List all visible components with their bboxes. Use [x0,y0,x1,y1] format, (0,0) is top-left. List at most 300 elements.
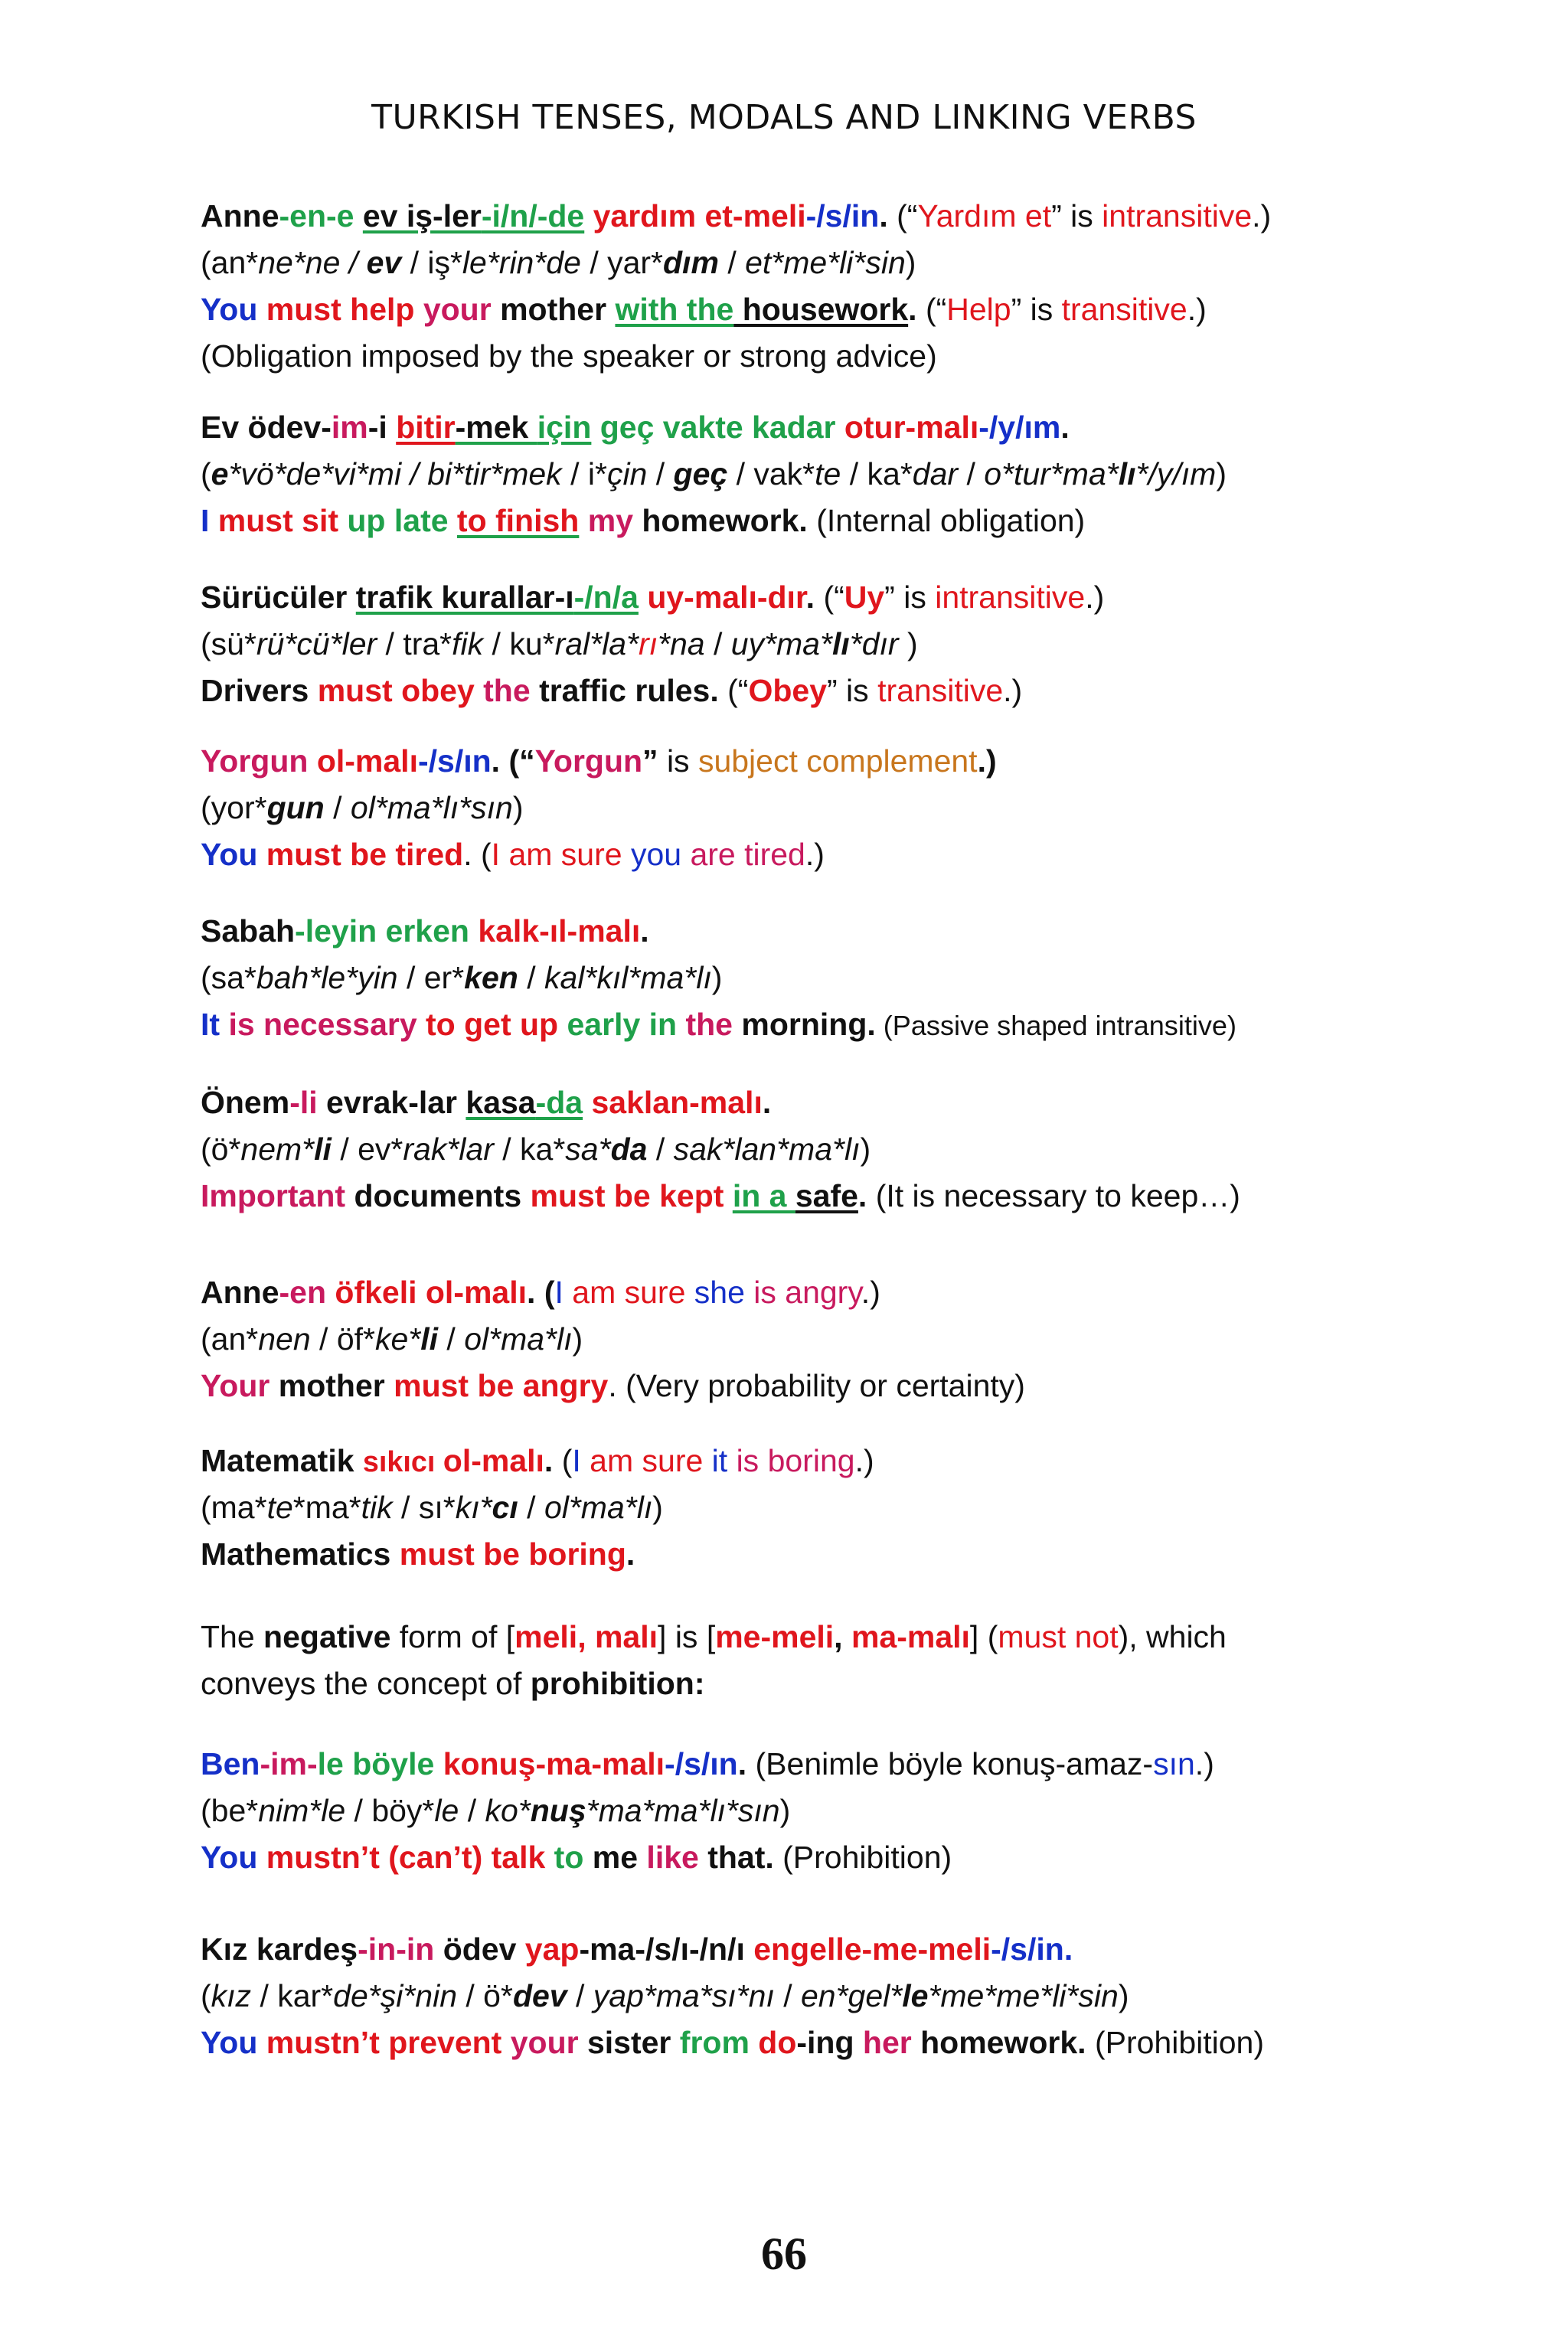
text-run: with the [615,292,734,327]
text-run: is boring [736,1443,855,1478]
text-run: ) [652,1490,663,1525]
text-run: nim*le [258,1793,346,1828]
text-run: me-meli [715,1619,835,1654]
example-7-line-2 [201,1321,583,1357]
text-run: -mek [455,410,537,445]
text-run: (Passive shaped intransitive) [875,1010,1237,1041]
text-run: *na [658,626,705,661]
text-run: (Obligation imposed by the speaker or strong advice) [201,338,937,374]
text-run: / vak* [727,456,815,491]
text-run: rı [638,626,658,661]
text-run: *ma* [292,1490,361,1525]
example-6-line-1 [201,1087,771,1118]
example-9-line-2 [201,1668,704,1700]
text-run: evrak-lar [326,1085,466,1120]
text-run: li [314,1131,332,1167]
text-run: le [902,1978,929,2013]
text-run: ) [860,1131,871,1167]
example-4-line-3 [201,839,825,870]
text-run: I [554,1275,573,1310]
text-run: homework. [642,503,808,538]
text-run: et*me*li*sin [745,245,906,280]
text-run: -/y/ım [978,410,1061,445]
text-run: / tra* [377,626,452,661]
example-10-line-1 [201,1746,1214,1781]
text-run: ke* [374,1321,421,1357]
text-run: to finish [456,503,580,538]
text-run: dev [512,1978,567,2013]
text-run: öfkeli [335,1275,426,1310]
example-1-line-3 [201,294,1207,325]
text-run: / ö* [457,1978,513,2013]
page-title: TURKISH TENSES, MODALS AND LINKING VERBS [371,98,1197,137]
text-run: yardım et-meli [584,198,806,233]
text-run: must help [266,292,423,327]
text-run: ma-malı [851,1619,970,1654]
text-run: I [572,1443,590,1478]
text-run: dım [663,245,719,280]
text-run: . ( [527,1275,555,1310]
text-run: -en [279,1275,335,1310]
example-11-line-2 [201,1980,1129,2012]
text-run: saklan-malı [583,1085,763,1120]
text-run: im [331,410,368,445]
text-run: housework [733,292,909,327]
text-run: mother [500,292,616,327]
text-run: geç vakte kadar [591,410,844,445]
example-8-line-1 [201,1445,874,1477]
example-8-line-3 [201,1536,635,1572]
text-run: ) [711,960,723,995]
text-run: (“ [815,580,844,615]
text-run: must obey [317,673,484,708]
text-run: (Prohibition) [773,1840,952,1875]
text-run: ne [258,245,293,280]
text-run: lı [831,626,850,661]
text-run: -i/n/-de [481,198,585,233]
text-run: You [201,292,266,327]
text-run: your [510,2025,587,2060]
text-run: (sü* [201,626,256,661]
text-run: yap*ma* [593,1978,712,2013]
text-run: rü*cü*ler [256,626,377,661]
text-run: / er* [397,960,465,995]
text-run: . [544,1443,554,1478]
text-run: böyle [352,1746,443,1781]
text-run: ) [512,790,524,825]
text-run: sa* [565,1131,611,1167]
text-run: nuş [530,1793,586,1828]
text-run: . [640,913,649,949]
text-run: ” is [1051,198,1102,233]
text-run: Uy [844,580,885,615]
text-run: to [554,1840,593,1875]
example-2-line-1 [201,412,1070,443]
text-run: *vö*de*vi*mi / bi*tir*mek [228,456,562,491]
text-run: (Internal obligation) [807,503,1086,538]
text-run: Yorgun [534,743,643,779]
text-run: .) [1085,580,1105,615]
text-run: subject complement [697,743,978,779]
text-run: . [762,1085,772,1120]
text-run: you [630,837,691,872]
text-run: -/s/ın [665,1746,738,1781]
text-run: ko* [485,1793,531,1828]
text-run: ral*la* [554,626,639,661]
text-run: documents [354,1178,531,1213]
text-run: ” is [1011,292,1062,327]
text-run: / ka* [841,456,913,491]
text-run: ] ( [969,1619,998,1654]
text-run: / iş* [401,245,462,280]
text-run: */y/ım [1135,456,1217,491]
text-run: nen [258,1321,311,1357]
text-run: / kar* [251,1978,334,2013]
text-run: -/s/ın [417,743,492,779]
text-run: must be boring [399,1536,626,1572]
text-run: konuş-ma-malı [443,1746,665,1781]
text-run: homework. [920,2025,1086,2060]
text-run: / öf* [310,1321,375,1357]
text-run: in a [732,1178,795,1213]
text-run: için [537,410,592,445]
text-run: It [201,1007,229,1042]
example-5-line-1 [201,913,649,949]
text-run: Matematik [201,1443,363,1478]
text-run: .) [861,1275,880,1310]
text-run: ken [464,960,518,995]
text-run: Sabah [201,913,296,949]
text-run: Yorgun [201,743,317,779]
text-run: engelle-me-meli [753,1931,991,1967]
text-run: uy*ma* [730,626,832,661]
example-3-line-2 [201,626,918,661]
text-run: / i* [561,456,607,491]
text-run: da [610,1131,648,1167]
example-2-line-2 [201,456,1227,491]
text-run: must sit [217,503,348,538]
text-run: I am sure [491,837,631,872]
text-run: intransitive [935,580,1086,615]
text-run: / sı* [392,1490,456,1525]
text-run: ] is [ [658,1619,716,1654]
text-run: cı [492,1490,518,1525]
text-run: . [879,198,888,233]
example-7-line-3 [201,1370,1025,1402]
text-run: the [483,673,540,708]
text-run: negative [263,1619,391,1654]
text-run: is necessary [228,1007,426,1042]
text-run: sister [586,2025,680,2060]
text-run: tik [361,1490,393,1525]
text-run: / [647,1131,674,1167]
example-3-line-1 [201,582,1104,613]
text-run: Sürücüler [201,580,356,615]
text-run: is [658,743,698,779]
text-run: Önem [201,1085,290,1120]
text-run: ol-malı [425,1275,528,1310]
text-run: am sure [590,1443,712,1478]
text-run: / ku* [483,626,555,661]
text-run: mother [278,1368,394,1403]
text-run: te [815,456,841,491]
text-run: kız [211,1978,252,2013]
text-run: that. [707,1840,774,1875]
text-run: mustn’t prevent [266,2025,511,2060]
text-run: ) [779,1793,791,1828]
text-run: . [491,743,501,779]
text-run: lı [1118,456,1136,491]
example-1-line-1 [201,198,1272,233]
text-run: de*şi*nin [333,1978,457,2013]
text-run: safe [795,1178,858,1213]
text-run: -/s/in [805,198,880,233]
text-run: must be angry [394,1368,609,1403]
text-run: e [211,456,229,491]
text-run: / [324,790,351,825]
text-run: -ing [796,2025,863,2060]
text-run: I [201,503,218,538]
text-run: le [317,1746,353,1781]
text-run: (an* [201,1321,259,1357]
text-run: nem* [240,1131,315,1167]
text-run: .) [1003,673,1023,708]
text-run: she [694,1275,754,1310]
text-run: must not [998,1619,1119,1654]
text-run: (yor* [201,790,267,825]
text-run: ) [898,626,918,661]
text-run: ( [553,1443,573,1478]
text-run: am sure [572,1275,694,1310]
text-run: / [518,1490,544,1525]
text-run: meli, malı [514,1619,658,1654]
text-run: .) [805,837,825,872]
text-run: / ka* [493,1131,566,1167]
text-run: le [434,1793,459,1828]
text-run: mustn’t (can’t) talk [266,1840,554,1875]
text-run: le*rin*de [462,245,581,280]
text-run: ) [1118,1978,1129,2013]
text-run: ” is [884,580,936,615]
text-run: ol-malı [316,743,418,779]
text-run: -/s/in. [991,1931,1073,1967]
text-run: prohibition: [530,1666,705,1701]
text-run: / [704,626,731,661]
text-run: ) [1216,456,1227,491]
page-number: 66 [761,2229,807,2279]
text-run: (be* [201,1793,259,1828]
text-run: -im- [260,1746,318,1781]
text-run: o*tur*ma* [984,456,1119,491]
text-run: ( [201,1978,211,2013]
text-run: -en-e [279,198,363,233]
text-run: is angry [753,1275,861,1310]
text-run: .) [1194,1746,1214,1781]
text-run: en*gel* [801,1978,903,2013]
text-run: morning. [741,1007,876,1042]
text-run: early in [567,1007,686,1042]
example-3-line-3 [201,675,1022,707]
text-run: dar [912,456,959,491]
text-run: conveys the concept of [201,1666,531,1701]
text-run: (It is necessary to keep…) [867,1178,1240,1213]
text-run: (“ [500,743,535,779]
example-11-line-1 [201,1931,1073,1967]
text-run: Anne [201,198,279,233]
text-run: geç [673,456,728,491]
text-run: my [579,503,642,538]
text-run: . ( [463,837,492,872]
example-10-line-2 [201,1795,790,1827]
text-run: / [438,1321,465,1357]
text-run: traffic rules. [539,673,719,708]
text-run: (Prohibition) [1086,2025,1264,2060]
text-run: are tired [690,837,805,872]
text-run: , [834,1619,851,1654]
text-run: Drivers [201,673,318,708]
text-run: . [805,580,815,615]
text-run: (ö* [201,1131,241,1167]
text-run: bah*le*yin [256,960,398,995]
text-run: ödev [443,1931,525,1967]
text-run: rak*lar [403,1131,494,1167]
example-7-line-1 [201,1277,880,1308]
text-run: .) [1187,292,1207,327]
text-run: ) [905,245,916,280]
text-run: *ne / [292,245,367,280]
text-run: fik [452,626,484,661]
text-run: *dır [849,626,899,661]
text-run: (sa* [201,960,256,995]
text-run: intransitive [1102,198,1253,233]
text-run: . [1060,410,1070,445]
text-run: kalk-ıl-malı [478,913,641,949]
text-run: -ma-/s/ı-/n/ı [579,1931,754,1967]
text-run: (an* [201,245,259,280]
text-run: ) [572,1321,583,1357]
text-run: / [958,456,985,491]
text-run: the [685,1007,742,1042]
text-run: me [592,1840,647,1875]
text-run: form of [ [390,1619,515,1654]
text-run: ( [201,456,211,491]
text-run: li [420,1321,439,1357]
text-run: transitive [877,673,1004,708]
text-run: her [862,2025,921,2060]
example-4-line-2 [201,792,524,824]
text-run: -leyin erken [295,913,479,949]
text-run: kasa [466,1085,536,1120]
text-run: Mathematics [201,1536,400,1572]
example-2-line-3 [201,505,1085,537]
text-run: . [626,1536,635,1572]
text-run: ” is [827,673,878,708]
text-run: up late [347,503,457,538]
text-run: The [201,1619,264,1654]
text-run: *ma*ma*lı*sın [586,1793,780,1828]
text-run: te [266,1490,293,1525]
example-11-line-3 [201,2027,1264,2059]
text-run: Ben [201,1746,260,1781]
text-run: kal*kıl*ma*lı [544,960,712,995]
text-run: (“ [718,673,749,708]
text-run: Kız kardeş [201,1931,358,1967]
example-1-line-2 [201,247,916,279]
text-run: must be kept [530,1178,733,1213]
text-run: *me*me*li*sin [928,1978,1119,2013]
text-run: kı* [455,1490,492,1525]
text-run: -da [535,1085,583,1120]
text-run: / [647,456,674,491]
text-run: / [774,1978,801,2013]
text-run: (“ [916,292,947,327]
text-run: . (Very probability or certainty) [608,1368,1025,1403]
example-8-line-2 [201,1492,663,1523]
text-run: -in-in [358,1931,443,1967]
text-run: ol-malı [443,1443,544,1478]
text-run: to get up [426,1007,567,1042]
text-run: must be tired [266,837,464,872]
text-run: ev [366,245,402,280]
text-run: / [459,1793,485,1828]
text-run: like [646,1840,708,1875]
text-run: otur-malı [844,410,979,445]
text-run: ol*ma*lı [544,1490,653,1525]
text-run: transitive [1061,292,1187,327]
text-run: bitir [396,410,456,445]
text-run: Your [201,1368,279,1403]
text-run: yap [524,1931,580,1967]
text-run: ol*ma*lı*sın [350,790,513,825]
text-run: do [758,2025,797,2060]
text-run: sak*lan*ma*lı [673,1131,861,1167]
example-10-line-3 [201,1842,952,1873]
text-run: . [858,1178,867,1213]
text-run: . [737,1746,747,1781]
text-run: -/n/a [573,580,639,615]
text-run: gun [266,790,325,825]
text-run: from [679,2025,759,2060]
text-run: sıkıcı [362,1445,443,1478]
text-run: .) [854,1443,874,1478]
text-run: your [423,292,501,327]
text-run: You [201,2025,266,2060]
text-run: ol*ma*lı [464,1321,573,1357]
text-run: (Benimle böyle konuş-amaz- [746,1746,1154,1781]
example-1-line-4 [201,338,937,374]
example-4-line-1 [201,743,997,779]
text-run: çin [606,456,648,491]
text-run: (ma* [201,1490,267,1525]
text-run: / ev* [331,1131,403,1167]
text-run: sın [1153,1746,1195,1781]
text-run: / [518,960,544,995]
example-5-line-3 [201,1009,1236,1040]
text-run: ” [642,743,658,779]
text-run: Anne [201,1275,279,1310]
text-run: sı*nı [711,1978,775,2013]
text-run: / yar* [580,245,664,280]
text-run: You [201,837,266,872]
text-run: trafik kurallar-ı [355,580,574,615]
example-9-line-1 [201,1621,1227,1653]
text-run: Yardım et [917,198,1052,233]
example-6-line-3 [201,1180,1240,1212]
text-run: .) [1252,198,1272,233]
text-run: Important [201,1178,354,1213]
text-run: You [201,1840,266,1875]
text-run: Ev ödev- [201,410,332,445]
